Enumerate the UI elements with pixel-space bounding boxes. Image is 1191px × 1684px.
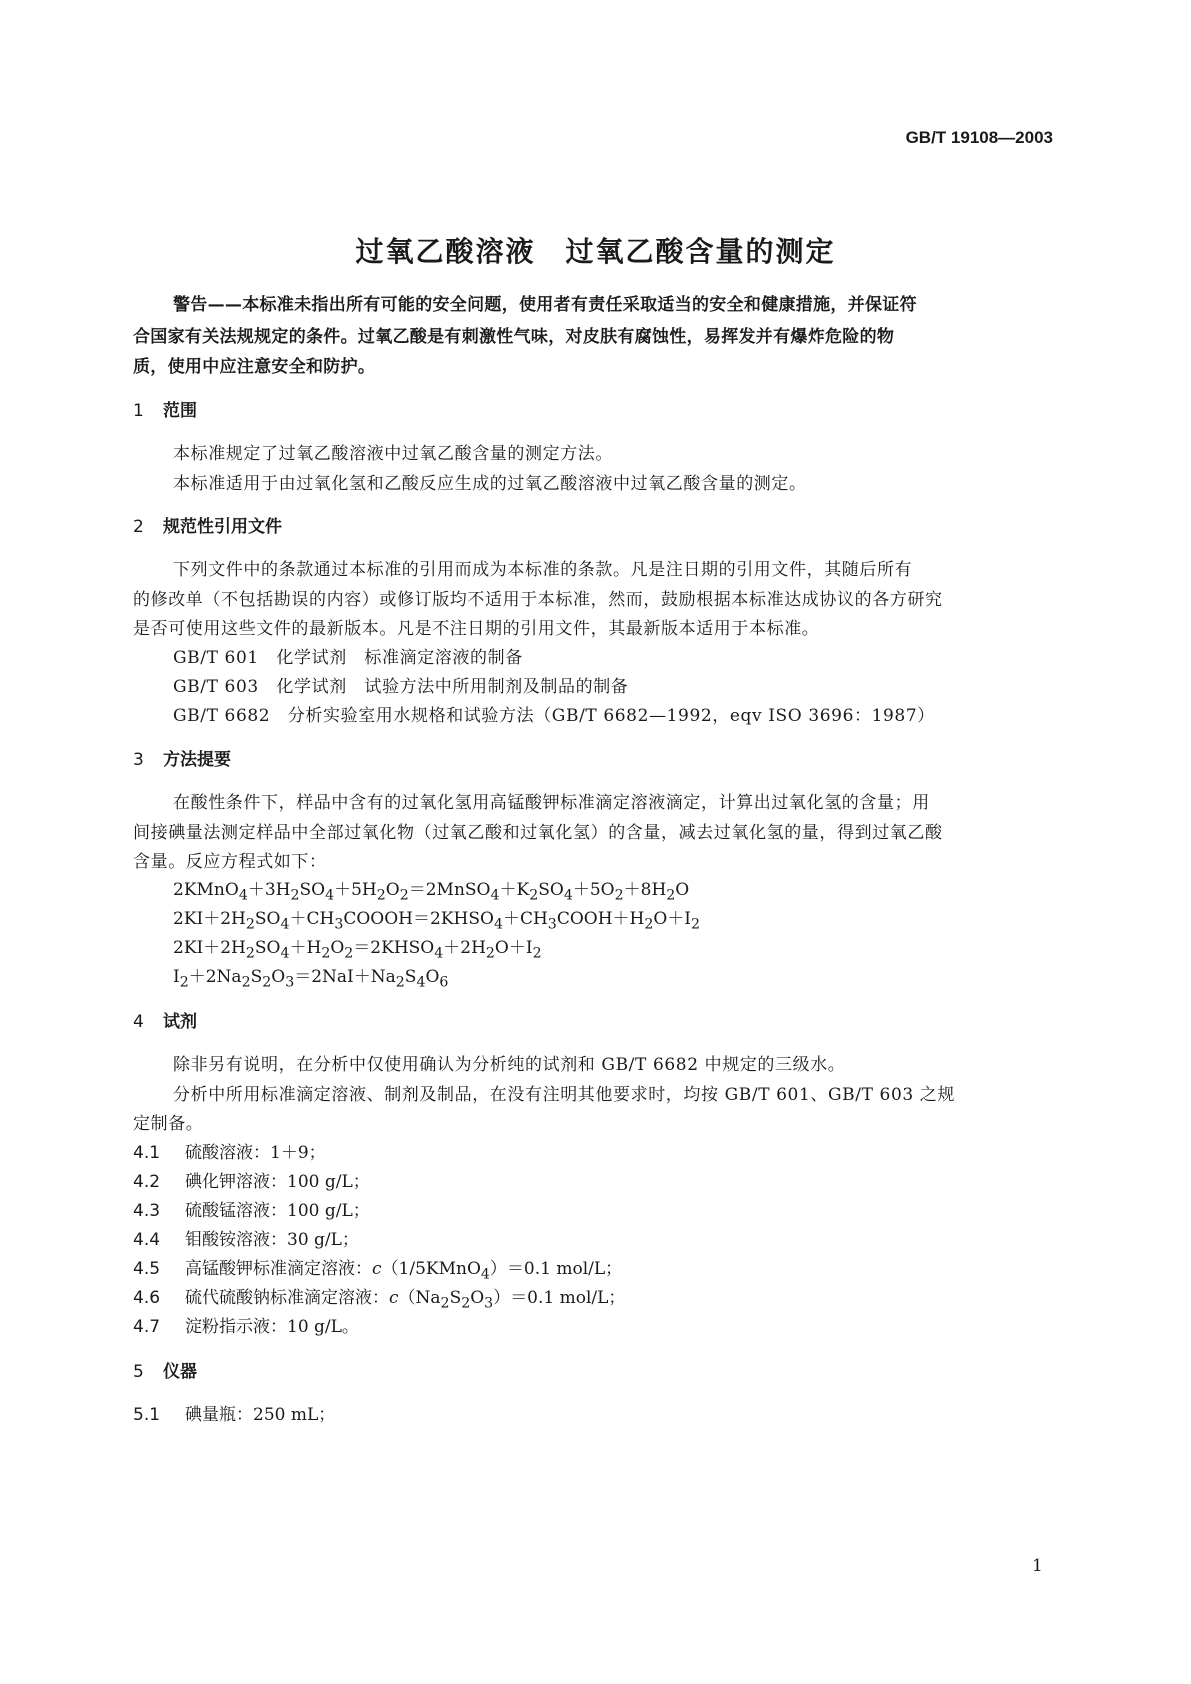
section-5-title: 仪器 xyxy=(163,1362,197,1382)
section-1-line-1: 本标准规定了过氧乙酸溶液中过氧乙酸含量的测定方法。 xyxy=(173,444,613,464)
item-4-1 xyxy=(133,1138,326,1163)
section-1-title: 范围 xyxy=(163,401,197,421)
item-4-3-number: 4.3 xyxy=(133,1201,161,1221)
item-5-1 xyxy=(133,1400,335,1425)
section-2-line-1: 下列文件中的条款通过本标准的引用而成为本标准的条款。凡是注日期的引用文件，其随后所有 xyxy=(173,560,913,580)
item-4-7 xyxy=(133,1312,359,1337)
item-4-2 xyxy=(133,1167,370,1192)
section-2-heading xyxy=(133,512,282,537)
warning-line-1: 警告——本标准未指出所有可能的安全问题，使用者有责任采取适当的安全和健康措施，并保证符 xyxy=(173,295,917,315)
section-4-heading xyxy=(133,1007,197,1032)
item-4-6-text-prefix: 硫代硫酸钠标准滴定溶液： xyxy=(185,1288,389,1308)
item-4-5-concentration: c（1/5KMnO$_4$） xyxy=(372,1259,507,1283)
section-3-line-2: 间接碘量法测定样品中全部过氧化物（过氧乙酸和过氧化氢）的含量，减去过氧化氢的量，得到过氧乙酸 xyxy=(133,823,943,843)
item-4-5-text-prefix: 高锰酸钾标准滴定溶液： xyxy=(185,1259,372,1279)
item-4-5-text-suffix: ＝0.1 mol/L； xyxy=(506,1259,623,1279)
item-4-6 xyxy=(133,1283,625,1311)
item-4-3 xyxy=(133,1196,370,1221)
standard-code: GB/T 19108—2003 xyxy=(905,128,1053,147)
item-4-6-concentration: $c(Na_2S_2O_3)$ xyxy=(389,1288,511,1312)
section-2-title: 规范性引用文件 xyxy=(163,517,282,537)
section-4-title: 试剂 xyxy=(163,1012,197,1032)
section-4-line-1: 除非另有说明，在分析中仅使用确认为分析纯的试剂和 GB/T 6682 中规定的三级水。 xyxy=(173,1055,846,1075)
item-4-1-text: 硫酸溶液：1＋9； xyxy=(185,1143,326,1163)
item-5-1-text: 碘量瓶：250 mL； xyxy=(185,1405,336,1425)
equation-2: $2KI+2H_2SO_4+CH_3COOOH=2KHSO_4+CH_3COOH+H_2O+I_2$ xyxy=(173,909,701,933)
section-3-line-3: 含量。反应方程式如下： xyxy=(133,852,327,872)
section-3-title: 方法提要 xyxy=(163,750,231,770)
equation-4: $I_2+2Na_2S_2O_3=2NaI+Na_2S_4O_6$ xyxy=(173,967,449,991)
section-4-line-2: 分析中所用标准滴定溶液、制剂及制品，在没有注明其他要求时，均按 GB/T 601、GB/T 603 之规 xyxy=(173,1085,955,1105)
item-4-3-text: 硫酸锰溶液：100 g/L； xyxy=(185,1201,370,1221)
section-3-line-1: 在酸性条件下，样品中含有的过氧化氢用高锰酸钾标准滴定溶液滴定，计算出过氧化氢的含量；用 xyxy=(173,793,930,813)
item-4-2-number: 4.2 xyxy=(133,1172,161,1192)
item-4-6-number: 4.6 xyxy=(133,1288,161,1308)
section-5-number: 5 xyxy=(133,1362,144,1382)
section-3-heading xyxy=(133,745,231,770)
section-5-heading xyxy=(133,1357,197,1382)
equation-3: $2KI+2H_2SO_4+H_2O_2=2KHSO_4+2H_2O+I_2$ xyxy=(173,938,542,962)
section-4-number: 4 xyxy=(133,1012,144,1032)
section-1-number: 1 xyxy=(133,401,144,421)
item-4-4-text: 钼酸铵溶液：30 g/L； xyxy=(185,1230,359,1250)
section-2-number: 2 xyxy=(133,517,144,537)
item-4-5 xyxy=(133,1254,622,1282)
item-4-4 xyxy=(133,1225,359,1250)
item-4-1-number: 4.1 xyxy=(133,1143,161,1163)
item-5-1-number: 5.1 xyxy=(133,1405,161,1425)
section-2-line-2: 的修改单（不包括勘误的内容）或修订版均不适用于本标准，然而，鼓励根据本标准达成协议的各方研究 xyxy=(133,590,943,610)
page-number: 1 xyxy=(1032,1556,1043,1576)
item-4-7-text: 淀粉指示液：10 g/L。 xyxy=(185,1317,359,1337)
item-4-7-number: 4.7 xyxy=(133,1317,161,1337)
section-1-line-2: 本标准适用于由过氧化氢和乙酸反应生成的过氧乙酸溶液中过氧乙酸含量的测定。 xyxy=(173,474,807,494)
warning-line-2: 合国家有关法规规定的条件。过氧乙酸是有刺激性气味，对皮肤有腐蚀性，易挥发并有爆炸危险的物 xyxy=(133,327,895,347)
reference-gbt601: GB/T 601 化学试剂 标准滴定溶液的制备 xyxy=(173,648,523,668)
document-title: 过氧乙酸溶液 过氧乙酸含量的测定 xyxy=(355,235,836,268)
reference-gbt603: GB/T 603 化学试剂 试验方法中所用制剂及制品的制备 xyxy=(173,677,629,697)
item-4-4-number: 4.4 xyxy=(133,1230,161,1250)
section-3-number: 3 xyxy=(133,750,144,770)
warning-line-3: 质，使用中应注意安全和防护。 xyxy=(133,357,376,377)
section-1-heading xyxy=(133,396,197,421)
item-4-6-text-suffix: ＝0.1 mol/L； xyxy=(510,1288,626,1308)
item-4-2-text: 碘化钾溶液：100 g/L； xyxy=(185,1172,370,1192)
item-4-5-number: 4.5 xyxy=(133,1259,161,1279)
section-4-line-3: 定制备。 xyxy=(133,1114,204,1134)
section-2-line-3: 是否可使用这些文件的最新版本。凡是不注日期的引用文件，其最新版本适用于本标准。 xyxy=(133,619,820,639)
equation-1: $2KMnO_4+3H_2SO_4+5H_2O_2=2MnSO_4+K_2SO_4+5O_2+8H_2O$ xyxy=(173,880,690,904)
reference-gbt6682: GB/T 6682 分析实验室用水规格和试验方法（GB/T 6682—1992，eqv ISO 3696：1987） xyxy=(173,706,935,726)
